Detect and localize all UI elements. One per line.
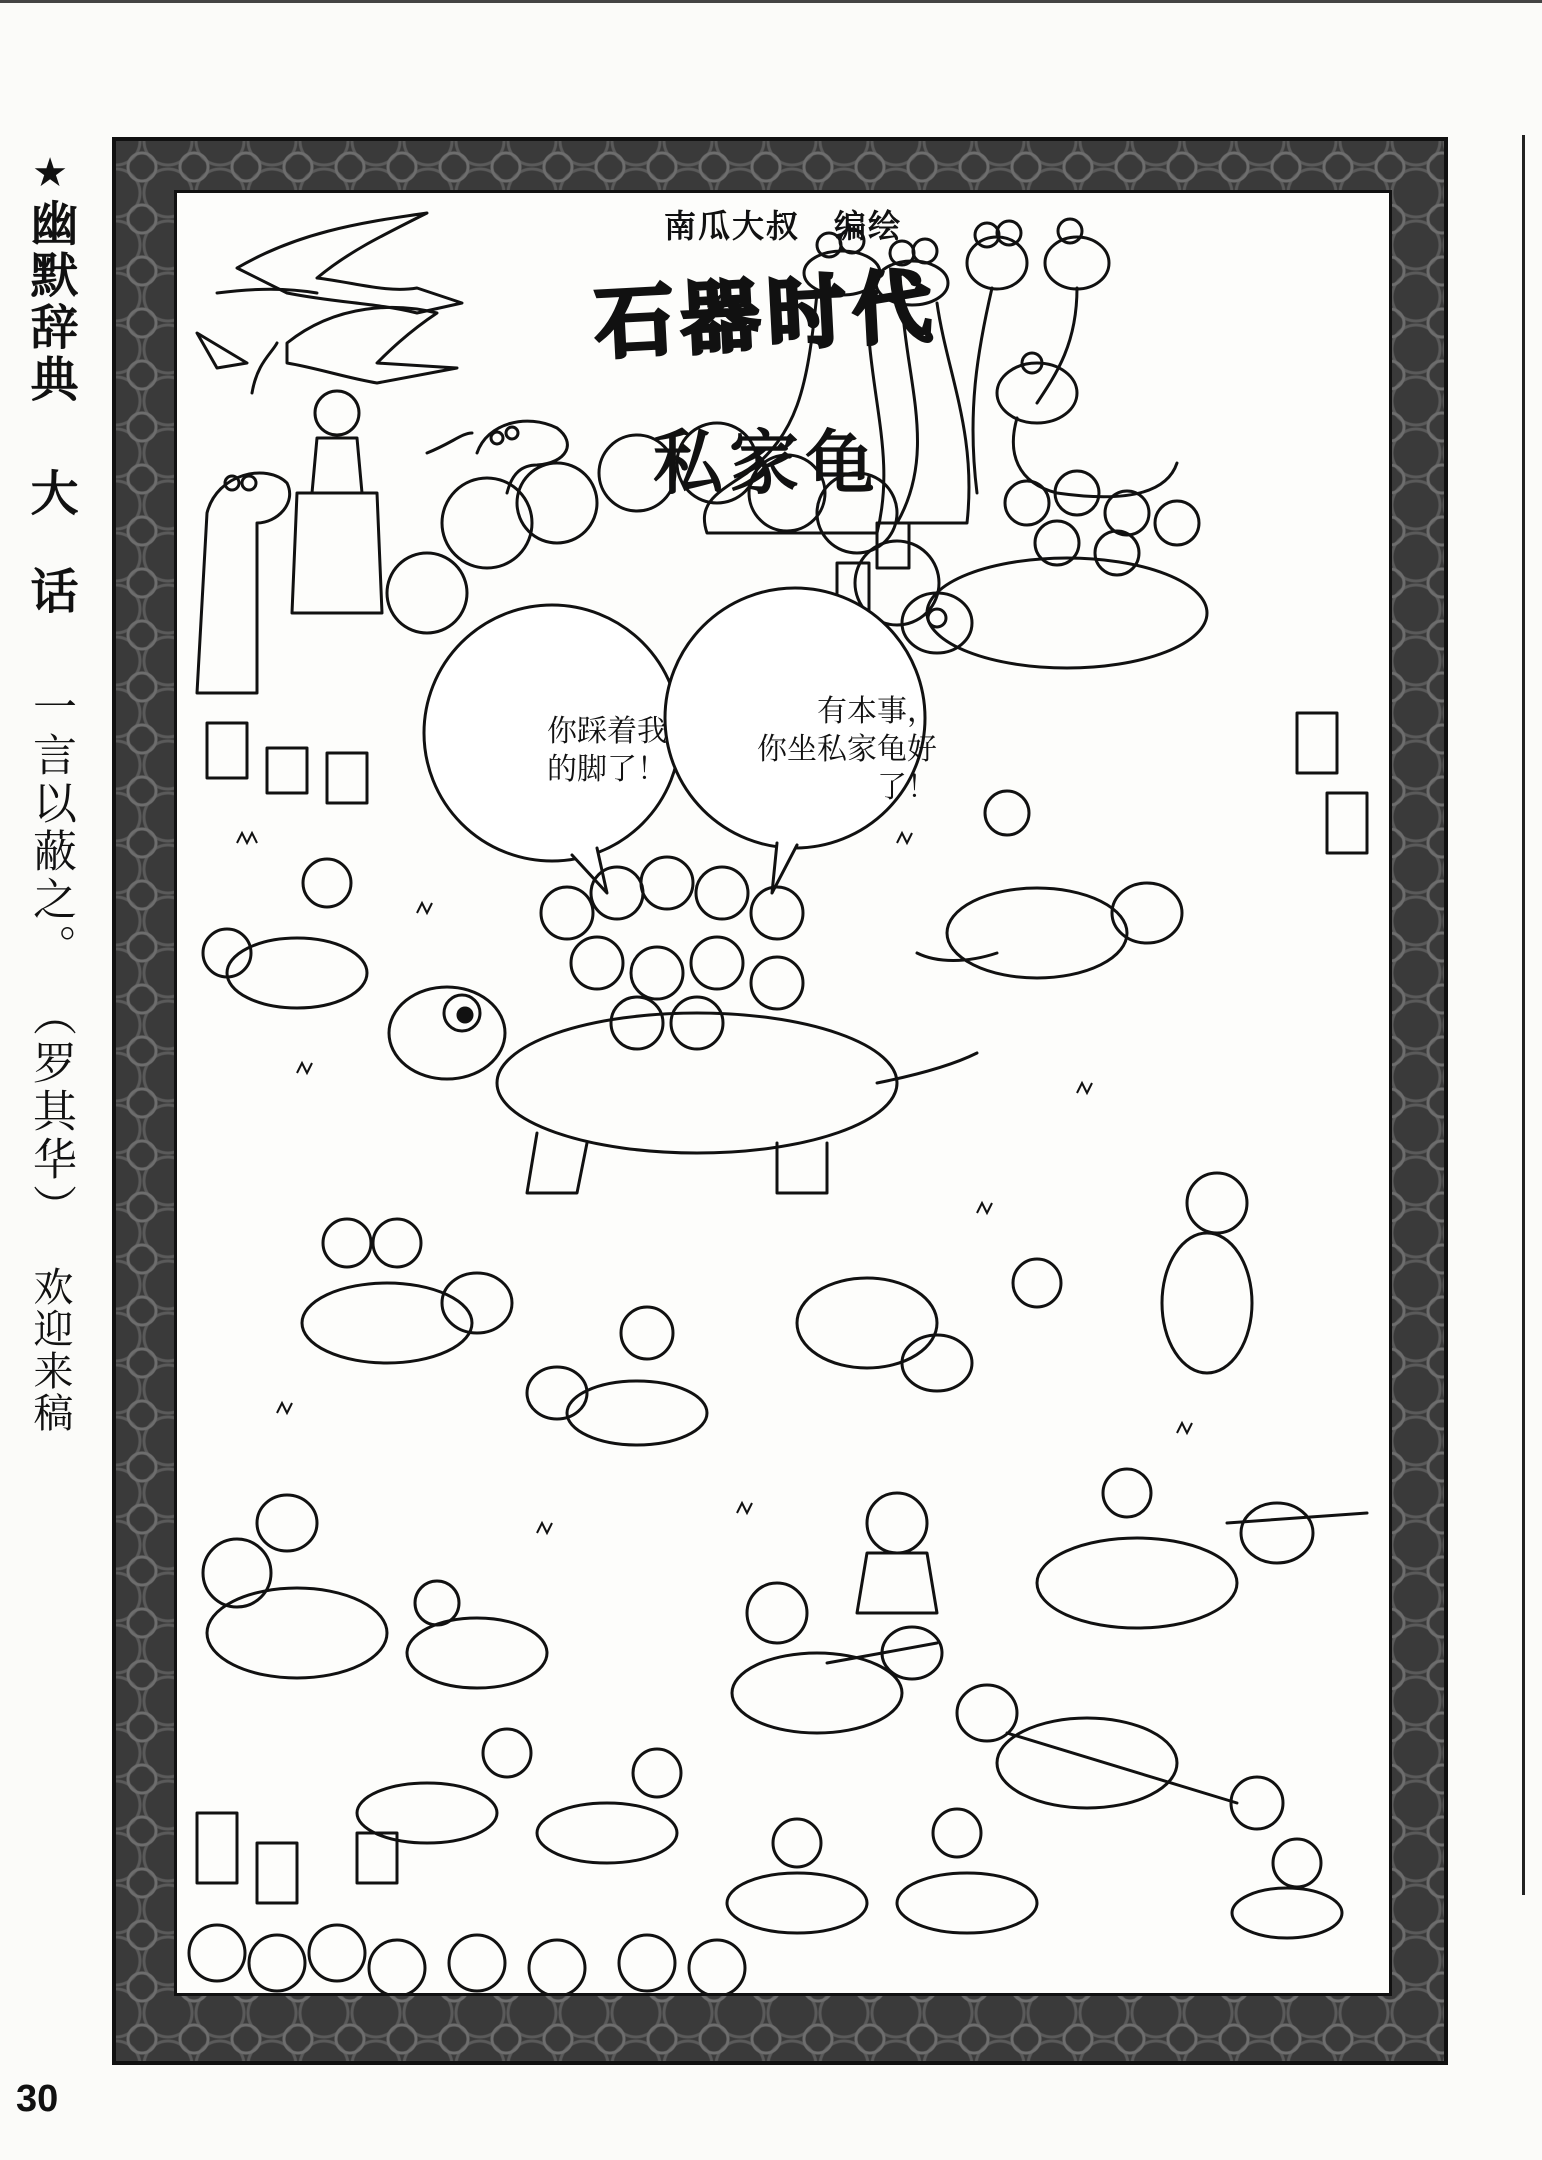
turtle-rider-icon	[302, 1219, 512, 1363]
giant-turtle-crowd-icon	[389, 857, 977, 1193]
turtle-walking-icon	[1162, 1173, 1252, 1373]
turtle-rider-icon	[527, 1307, 707, 1445]
turtle-rider-icon	[727, 1809, 1037, 1933]
turtle-rider-icon	[357, 1729, 681, 1863]
walking-child-icon	[857, 1493, 937, 1613]
star-icon: ★	[32, 150, 68, 196]
long-neck-dinosaur-icon	[967, 221, 1027, 493]
turtle-rider-icon	[732, 1583, 942, 1733]
category-label: 幽默辞典	[22, 198, 78, 406]
strip-title: 私家龟	[653, 422, 881, 504]
author-credit: 南瓜大叔 编绘	[663, 207, 902, 245]
speech-bubble-right-text: 有本事， 你坐私家龟好 了！	[757, 694, 937, 805]
speech-bubble-left-text: 你踩着我 的脚了！	[547, 714, 667, 787]
upside-down-turtle-icon	[797, 1259, 1061, 1391]
sidebar-column	[20, 150, 80, 1434]
turtle-rider-icon	[407, 1581, 547, 1688]
quote-text: 一言以蔽之。	[25, 684, 76, 972]
quote-credit: （罗其华）	[25, 992, 76, 1232]
page-number: 30	[16, 2078, 59, 2120]
caveman-on-stump-icon	[252, 343, 472, 613]
submission-note: 欢迎来稿	[27, 1266, 73, 1434]
top-rule	[0, 0, 1542, 3]
bush-icon	[189, 1925, 745, 1993]
series-title: 石器时代	[593, 261, 942, 370]
turtle-rider-icon	[1037, 1469, 1367, 1628]
small-dinosaur-icon	[1232, 1839, 1342, 1938]
pterosaur-icon	[197, 307, 457, 383]
right-margin-rule	[1522, 135, 1525, 1895]
turtle-rider-icon	[203, 1495, 387, 1678]
turtle-pulled-icon	[957, 1685, 1283, 1829]
comic-panel	[174, 190, 1392, 1996]
turtle-rider-icon	[917, 791, 1182, 978]
turtle-with-riders-icon	[902, 471, 1207, 668]
long-neck-dinosaur-icon	[997, 353, 1177, 497]
section-label: 大话	[22, 468, 78, 664]
dinosaur-icon	[197, 473, 290, 693]
turtle-rider-icon	[203, 859, 367, 1008]
